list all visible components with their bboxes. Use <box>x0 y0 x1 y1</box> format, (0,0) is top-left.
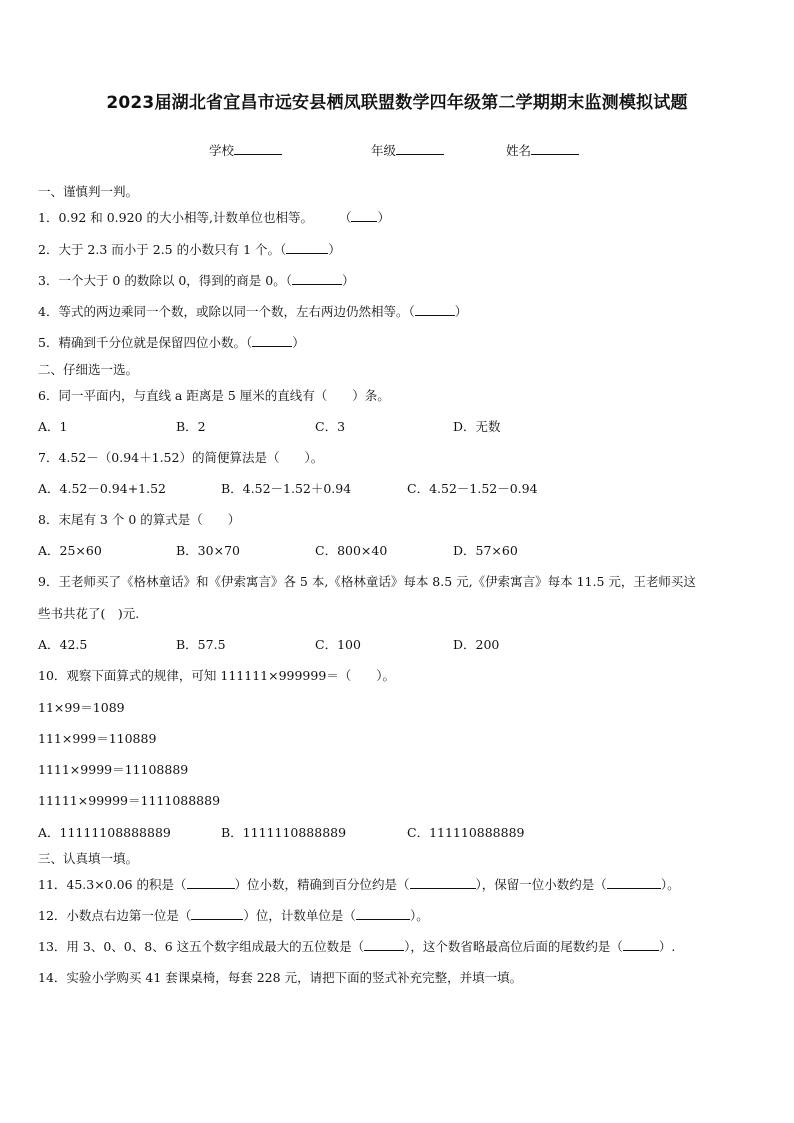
question-9-line-2: 些书共花了( )元. <box>38 606 140 621</box>
q10-option-b[interactable]: B．1111110888889 <box>221 825 347 840</box>
q6-option-b[interactable]: B．2 <box>176 419 206 434</box>
name-blank[interactable] <box>531 142 579 155</box>
q10-pattern-line-2: 111×999＝110889 <box>38 731 157 746</box>
question-6: 6．同一平面内，与直线 a 距离是 5 厘米的直线有（ ）条。 <box>38 388 390 403</box>
school-label: 学校 <box>209 143 235 158</box>
question-3: 3．一个大于 0 的数除以 0，得到的商是 0。（ ） <box>38 273 355 288</box>
answer-blank[interactable] <box>410 876 476 889</box>
answer-blank[interactable] <box>623 938 659 951</box>
q7-option-a[interactable]: A．4.52－0.94+1.52 <box>38 481 166 496</box>
grade-label: 年级 <box>371 143 397 158</box>
q8-option-d[interactable]: D．57×60 <box>453 543 518 558</box>
name-label: 姓名 <box>506 143 532 158</box>
question-10: 10．观察下面算式的规律，可知 111111×999999＝（ ）。 <box>38 668 396 683</box>
question-2: 2．大于 2.3 而小于 2.5 的小数只有 1 个。（ ） <box>38 242 341 257</box>
answer-blank[interactable] <box>187 876 235 889</box>
name-field <box>506 141 579 159</box>
q8-option-a[interactable]: A．25×60 <box>38 543 102 558</box>
q9-option-d[interactable]: D．200 <box>453 637 500 652</box>
question-11: 11．45.3×0.06 的积是（ ）位小数，精确到百分位约是（ ），保留一位小数约是（ ）。 <box>38 877 680 892</box>
grade-field <box>371 141 444 159</box>
q9-option-b[interactable]: B．57.5 <box>176 637 226 652</box>
section-3-heading: 三、认真填一填。 <box>38 851 139 866</box>
q10-option-c[interactable]: C．111110888889 <box>407 825 525 840</box>
section-1-heading: 一、谨慎判一判。 <box>38 184 139 199</box>
q9-option-c[interactable]: C．100 <box>315 637 361 652</box>
question-9-line-1: 9．王老师买了《格林童话》和《伊索寓言》各 5 本,《格林童话》每本 8.5 元,《伊索寓言》每本 11.5 元，王老师买这 <box>38 574 696 589</box>
question-5: 5．精确到千分位就是保留四位小数。（ ） <box>38 335 305 350</box>
grade-blank[interactable] <box>396 142 444 155</box>
question-1-text: 1．0.92 和 0.920 的大小相等,计数单位也相等。 <box>38 210 313 225</box>
school-blank[interactable] <box>234 142 282 155</box>
q8-option-c[interactable]: C．800×40 <box>315 543 388 558</box>
question-8: 8．末尾有 3 个 0 的算式是（ ） <box>38 512 241 527</box>
answer-blank[interactable] <box>292 272 342 285</box>
q10-option-a[interactable]: A．11111108888889 <box>38 825 171 840</box>
q10-pattern-line-3: 1111×9999＝11108889 <box>38 762 189 777</box>
q6-option-d[interactable]: D．无数 <box>453 419 501 434</box>
answer-blank[interactable] <box>415 303 455 316</box>
school-field <box>209 141 282 159</box>
question-13: 13．用 3、0、0、8、6 这五个数字组成最大的五位数是（ ），这个数省略最高位后面的尾数约是（ ）. <box>38 939 676 954</box>
answer-blank[interactable] <box>356 907 410 920</box>
answer-blank[interactable] <box>191 907 243 920</box>
q7-option-b[interactable]: B．4.52－1.52＋0.94 <box>221 481 352 496</box>
question-12: 12．小数点右边第一位是（ ）位，计数单位是（ ）。 <box>38 908 429 923</box>
question-14: 14．实验小学购买 41 套课桌椅，每套 228 元，请把下面的竖式补充完整，并填一填。 <box>38 970 523 985</box>
section-2-heading: 二、仔细选一选。 <box>38 362 139 377</box>
question-4: 4．等式的两边乘同一个数，或除以同一个数，左右两边仍然相等。（ ） <box>38 304 468 319</box>
answer-blank[interactable] <box>286 241 328 254</box>
answer-blank[interactable] <box>364 938 404 951</box>
q6-option-a[interactable]: A．1 <box>38 419 68 434</box>
q10-pattern-line-1: 11×99＝1089 <box>38 700 125 715</box>
answer-blank[interactable] <box>607 876 661 889</box>
q7-option-c[interactable]: C．4.52－1.52－0.94 <box>407 481 538 496</box>
answer-blank[interactable] <box>252 334 292 347</box>
q10-pattern-line-4: 11111×99999＝1111088889 <box>38 793 221 808</box>
answer-blank[interactable] <box>351 209 377 222</box>
q6-option-c[interactable]: C．3 <box>315 419 346 434</box>
q9-option-a[interactable]: A．42.5 <box>38 637 88 652</box>
question-1: 1．0.92 和 0.920 的大小相等,计数单位也相等。 （ ） <box>38 210 390 225</box>
q8-option-b[interactable]: B．30×70 <box>176 543 240 558</box>
page-title: 2023届湖北省宜昌市远安县栖凤联盟数学四年级第二学期期末监测模拟试题 <box>106 93 688 113</box>
question-7: 7．4.52－（0.94＋1.52）的简便算法是（ ）。 <box>38 450 324 465</box>
